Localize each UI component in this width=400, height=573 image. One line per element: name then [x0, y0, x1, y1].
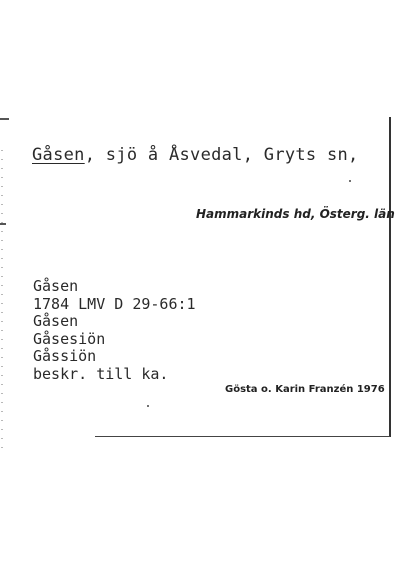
name-form-source: 1784 LMV D 29-66:1 — [33, 294, 196, 313]
place-name: Gåsen — [32, 145, 85, 165]
card-right-border — [389, 117, 391, 437]
place-heading — [32, 145, 359, 165]
place-description: , sjö å Åsvedal, Gryts sn, — [84, 145, 359, 165]
name-form: Gåsen — [33, 312, 79, 330]
speck — [349, 180, 351, 182]
name-form-note: beskr. till ka. — [33, 364, 169, 383]
name-form: Gåsesiön — [33, 329, 106, 348]
name-forms-list — [33, 278, 196, 383]
district-label: Hammarkinds hd, Österg. län — [196, 207, 395, 221]
name-form: Gåsen — [33, 277, 79, 295]
card-bottom-border — [95, 436, 390, 437]
scan-edge-mark — [0, 118, 9, 120]
name-form: Gåssiön — [33, 347, 97, 365]
speck — [147, 405, 149, 407]
author-credit: Gösta o. Karin Franzén 1976 — [225, 384, 385, 395]
scan-edge-dots — [1, 150, 3, 450]
